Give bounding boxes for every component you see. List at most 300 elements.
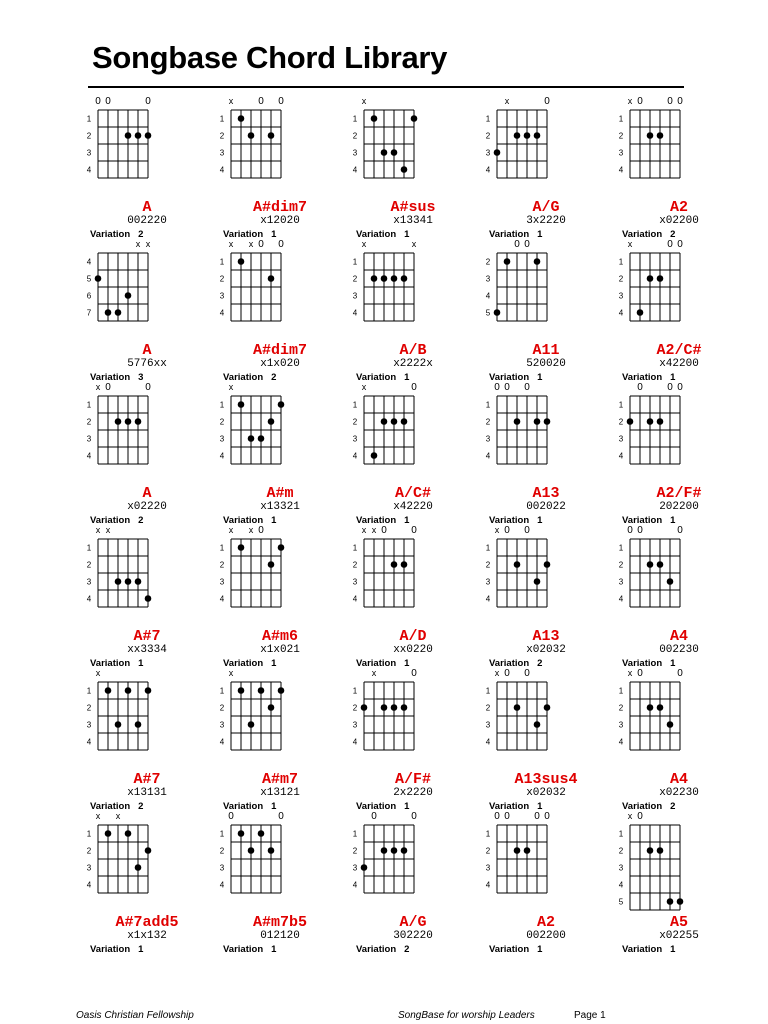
variation-label: Variation <box>489 658 530 669</box>
chord-diagram <box>80 94 214 240</box>
finger-dot <box>381 704 388 711</box>
open-string-marker: 0 <box>524 668 530 679</box>
finger-dot <box>381 149 388 156</box>
fret-number: 6 <box>86 291 92 301</box>
variation-number: 1 <box>138 658 144 669</box>
chord-name: A <box>142 342 152 359</box>
finger-dot <box>371 115 378 122</box>
fret-number: 3 <box>219 577 225 587</box>
open-string-marker: 0 <box>228 811 234 822</box>
fret-number: 4 <box>219 737 225 747</box>
finger-dot <box>657 704 664 711</box>
chord-diagram <box>80 237 214 383</box>
chord-fingering: 302220 <box>393 930 433 942</box>
fret-number: 2 <box>219 417 225 427</box>
footer-publication: SongBase for worship Leaders <box>398 1010 535 1021</box>
open-string-marker: 0 <box>105 382 111 393</box>
chord-diagram <box>612 237 746 383</box>
fretboard <box>612 380 746 484</box>
chord-diagram <box>213 380 347 526</box>
chord-name: A11 <box>532 342 560 359</box>
chord-diagram <box>479 94 613 240</box>
variation-label: Variation <box>622 801 663 812</box>
fret-number: 1 <box>86 400 92 410</box>
fret-number: 1 <box>618 114 624 124</box>
finger-dot <box>381 275 388 282</box>
fret-number: 4 <box>86 257 92 267</box>
variation-number: 1 <box>271 658 277 669</box>
chord-diagram <box>612 94 746 240</box>
variation-label: Variation <box>489 229 530 240</box>
fret-number: 4 <box>618 451 624 461</box>
open-string-marker: 0 <box>544 811 550 822</box>
variation-label: Variation <box>223 229 264 240</box>
page-title: Songbase Chord Library <box>92 40 448 75</box>
variation-number: 1 <box>670 372 676 383</box>
finger-dot <box>647 275 654 282</box>
fretboard <box>80 237 214 341</box>
variation-number: 1 <box>138 944 144 955</box>
open-string-marker: 0 <box>411 811 417 822</box>
finger-dot <box>524 847 531 854</box>
fret-number: 2 <box>485 846 491 856</box>
fret-number: 1 <box>219 686 225 696</box>
fret-number: 1 <box>618 686 624 696</box>
fret-number: 4 <box>352 165 358 175</box>
fret-number: 3 <box>618 720 624 730</box>
chord-diagram <box>80 380 214 526</box>
muted-string-marker: x <box>494 668 500 678</box>
open-string-marker: 0 <box>544 96 550 107</box>
finger-dot <box>258 830 265 837</box>
fret-number: 3 <box>219 434 225 444</box>
variation-label: Variation <box>622 515 663 526</box>
fret-number: 3 <box>618 863 624 873</box>
fretboard <box>479 809 613 913</box>
fret-number: 4 <box>485 594 491 604</box>
fretboard <box>346 523 480 627</box>
fret-number: 3 <box>618 148 624 158</box>
muted-string-marker: x <box>228 239 234 249</box>
fret-number: 2 <box>86 703 92 713</box>
chord-fingering: x13321 <box>260 501 300 513</box>
fret-number: 1 <box>352 543 358 553</box>
variation-label: Variation <box>356 801 397 812</box>
fret-number: 4 <box>219 308 225 318</box>
fret-number: 4 <box>485 737 491 747</box>
fret-number: 4 <box>219 165 225 175</box>
finger-dot <box>391 561 398 568</box>
chord-diagram <box>612 523 746 669</box>
muted-string-marker: x <box>228 668 234 678</box>
fret-number: 5 <box>618 897 624 907</box>
finger-dot <box>268 132 275 139</box>
finger-dot <box>401 275 408 282</box>
finger-dot <box>657 275 664 282</box>
fret-number: 2 <box>618 274 624 284</box>
fret-number: 2 <box>219 560 225 570</box>
fret-number: 4 <box>485 165 491 175</box>
fret-number: 4 <box>618 880 624 890</box>
fret-number: 2 <box>618 131 624 141</box>
chord-name: A13 <box>532 628 560 645</box>
variation-number: 2 <box>271 372 277 383</box>
finger-dot <box>258 435 265 442</box>
finger-dot <box>268 561 275 568</box>
variation-number: 2 <box>537 658 543 669</box>
finger-dot <box>494 149 501 156</box>
fret-number: 2 <box>352 846 358 856</box>
fret-number: 1 <box>485 400 491 410</box>
fret-number: 4 <box>86 594 92 604</box>
chord-diagram <box>346 380 480 526</box>
finger-dot <box>238 544 245 551</box>
chord-fingering: x02032 <box>526 787 566 799</box>
finger-dot <box>534 418 541 425</box>
fretboard <box>80 94 214 198</box>
muted-string-marker: x <box>361 96 367 106</box>
open-string-marker: 0 <box>637 811 643 822</box>
fret-number: 2 <box>86 131 92 141</box>
fret-number: 3 <box>86 720 92 730</box>
chord-diagram <box>346 94 480 240</box>
fret-number: 2 <box>219 703 225 713</box>
open-string-marker: 0 <box>524 525 530 536</box>
fret-number: 1 <box>485 686 491 696</box>
finger-dot <box>401 166 408 173</box>
chord-diagram <box>479 666 613 812</box>
muted-string-marker: x <box>361 382 367 392</box>
finger-dot <box>494 309 501 316</box>
fret-number: 2 <box>352 274 358 284</box>
chord-name: A#dim7 <box>252 199 307 216</box>
finger-dot <box>534 721 541 728</box>
fretboard <box>346 380 480 484</box>
chord-fingering: 002022 <box>526 501 566 513</box>
fretboard <box>213 237 347 341</box>
fret-number: 4 <box>86 451 92 461</box>
fretboard <box>479 94 613 198</box>
fret-number: 5 <box>485 308 491 318</box>
variation-label: Variation <box>90 515 131 526</box>
muted-string-marker: x <box>135 239 141 249</box>
fret-number: 2 <box>219 131 225 141</box>
finger-dot <box>524 132 531 139</box>
muted-string-marker: x <box>627 668 633 678</box>
finger-dot <box>258 687 265 694</box>
open-string-marker: 0 <box>278 239 284 250</box>
fretboard <box>346 237 480 341</box>
chord-fingering: x02032 <box>526 644 566 656</box>
finger-dot <box>125 292 132 299</box>
chord-name: A#m7 <box>261 771 298 788</box>
variation-number: 1 <box>670 944 676 955</box>
finger-dot <box>401 704 408 711</box>
finger-dot <box>105 830 112 837</box>
variation-number: 2 <box>138 515 144 526</box>
fret-number: 2 <box>485 417 491 427</box>
muted-string-marker: x <box>115 811 121 821</box>
chord-name: A/G <box>399 914 427 931</box>
fret-number: 1 <box>86 829 92 839</box>
fret-number: 5 <box>86 274 92 284</box>
open-string-marker: 0 <box>637 96 643 107</box>
fret-number: 2 <box>86 417 92 427</box>
chord-diagram <box>346 809 480 955</box>
fretboard <box>479 666 613 770</box>
finger-dot <box>534 578 541 585</box>
open-string-marker: 0 <box>494 382 500 393</box>
fretboard <box>479 523 613 627</box>
fret-number: 3 <box>485 274 491 284</box>
fret-number: 2 <box>86 846 92 856</box>
fret-number: 3 <box>485 148 491 158</box>
finger-dot <box>278 687 285 694</box>
finger-dot <box>145 847 152 854</box>
chord-diagram <box>80 523 214 669</box>
variation-label: Variation <box>223 801 264 812</box>
variation-number: 2 <box>138 229 144 240</box>
fretboard <box>213 666 347 770</box>
finger-dot <box>534 258 541 265</box>
finger-dot <box>627 418 634 425</box>
chord-name: A <box>142 485 152 502</box>
fretboard <box>80 809 214 913</box>
variation-number: 2 <box>404 944 410 955</box>
chord-fingering: x13121 <box>260 787 300 799</box>
finger-dot <box>125 132 132 139</box>
open-string-marker: 0 <box>514 239 520 250</box>
muted-string-marker: x <box>627 96 633 106</box>
fret-number: 1 <box>86 543 92 553</box>
chord-fingering: 012120 <box>260 930 300 942</box>
finger-dot <box>145 132 152 139</box>
muted-string-marker: x <box>228 96 234 106</box>
open-string-marker: 0 <box>534 811 540 822</box>
open-string-marker: 0 <box>524 382 530 393</box>
finger-dot <box>371 452 378 459</box>
open-string-marker: 0 <box>677 668 683 679</box>
variation-number: 1 <box>404 801 410 812</box>
variation-label: Variation <box>622 944 663 955</box>
finger-dot <box>268 847 275 854</box>
muted-string-marker: x <box>95 525 101 535</box>
chord-fingering: 2x2220 <box>393 787 433 799</box>
fret-number: 3 <box>618 291 624 301</box>
open-string-marker: 0 <box>258 96 264 107</box>
variation-label: Variation <box>223 372 264 383</box>
variation-number: 1 <box>670 658 676 669</box>
finger-dot <box>657 132 664 139</box>
open-string-marker: 0 <box>667 96 673 107</box>
chord-name: A#m <box>266 485 294 502</box>
variation-number: 1 <box>537 801 543 812</box>
muted-string-marker: x <box>95 668 101 678</box>
finger-dot <box>238 687 245 694</box>
fret-number: 1 <box>618 543 624 553</box>
open-string-marker: 0 <box>504 525 510 536</box>
chord-name: A13 <box>532 485 560 502</box>
finger-dot <box>381 847 388 854</box>
chord-name: A5 <box>669 914 688 931</box>
finger-dot <box>657 418 664 425</box>
chord-diagram <box>479 809 613 955</box>
chord-fingering: x1x021 <box>260 644 300 656</box>
open-string-marker: 0 <box>258 239 264 250</box>
variation-label: Variation <box>489 372 530 383</box>
finger-dot <box>105 687 112 694</box>
chord-fingering: x02255 <box>659 930 699 942</box>
muted-string-marker: x <box>95 382 101 392</box>
fret-number: 3 <box>618 577 624 587</box>
finger-dot <box>647 561 654 568</box>
finger-dot <box>647 132 654 139</box>
finger-dot <box>391 149 398 156</box>
finger-dot <box>238 258 245 265</box>
finger-dot <box>647 418 654 425</box>
finger-dot <box>145 687 152 694</box>
finger-dot <box>135 721 142 728</box>
fret-number: 2 <box>485 703 491 713</box>
variation-label: Variation <box>90 801 131 812</box>
muted-string-marker: x <box>361 239 367 249</box>
finger-dot <box>411 115 418 122</box>
fret-number: 4 <box>485 880 491 890</box>
open-string-marker: 0 <box>411 668 417 679</box>
finger-dot <box>95 275 102 282</box>
finger-dot <box>514 132 521 139</box>
fret-number: 1 <box>352 400 358 410</box>
fret-number: 2 <box>485 131 491 141</box>
fretboard <box>479 380 613 484</box>
finger-dot <box>381 418 388 425</box>
fret-number: 4 <box>618 308 624 318</box>
open-string-marker: 0 <box>411 525 417 536</box>
fret-number: 1 <box>618 400 624 410</box>
open-string-marker: 0 <box>278 96 284 107</box>
finger-dot <box>248 435 255 442</box>
finger-dot <box>361 704 368 711</box>
chord-variation <box>223 944 276 955</box>
muted-string-marker: x <box>627 239 633 249</box>
fret-number: 4 <box>86 737 92 747</box>
finger-dot <box>544 418 551 425</box>
finger-dot <box>268 418 275 425</box>
fret-number: 4 <box>352 308 358 318</box>
finger-dot <box>238 401 245 408</box>
chord-fingering: 202200 <box>659 501 699 513</box>
variation-label: Variation <box>622 372 663 383</box>
fret-number: 1 <box>219 543 225 553</box>
chord-fingering: xx0220 <box>393 644 433 656</box>
muted-string-marker: x <box>95 811 101 821</box>
fret-number: 3 <box>485 434 491 444</box>
fret-number: 3 <box>219 863 225 873</box>
fret-number: 2 <box>86 560 92 570</box>
footer-page-number: Page 1 <box>574 1010 606 1021</box>
finger-dot <box>125 830 132 837</box>
finger-dot <box>268 275 275 282</box>
chord-fingering: x13131 <box>127 787 167 799</box>
finger-dot <box>115 578 122 585</box>
variation-number: 1 <box>404 229 410 240</box>
chord-diagram <box>80 809 214 955</box>
finger-dot <box>238 115 245 122</box>
fretboard <box>612 237 746 341</box>
variation-label: Variation <box>489 515 530 526</box>
chord-fingering: x02200 <box>659 215 699 227</box>
fret-number: 3 <box>618 434 624 444</box>
variation-label: Variation <box>356 229 397 240</box>
fret-number: 1 <box>86 686 92 696</box>
chord-variation <box>356 944 409 955</box>
variation-number: 1 <box>404 515 410 526</box>
variation-label: Variation <box>223 944 264 955</box>
finger-dot <box>391 418 398 425</box>
fret-number: 1 <box>219 829 225 839</box>
fret-number: 4 <box>352 880 358 890</box>
fretboard <box>213 809 347 913</box>
fret-number: 3 <box>352 577 358 587</box>
variation-label: Variation <box>489 944 530 955</box>
fret-number: 2 <box>618 846 624 856</box>
variation-number: 1 <box>271 801 277 812</box>
fretboard <box>612 523 746 627</box>
fret-number: 4 <box>618 737 624 747</box>
chord-name: A#m7b5 <box>252 914 307 931</box>
finger-dot <box>278 401 285 408</box>
fret-number: 2 <box>485 257 491 267</box>
finger-dot <box>391 704 398 711</box>
chord-diagram <box>213 809 347 955</box>
finger-dot <box>135 578 142 585</box>
chord-name: A#m6 <box>261 628 298 645</box>
finger-dot <box>514 704 521 711</box>
fretboard <box>479 237 613 341</box>
finger-dot <box>125 687 132 694</box>
finger-dot <box>647 847 654 854</box>
chord-name: A/C# <box>394 485 431 502</box>
finger-dot <box>248 721 255 728</box>
fret-number: 1 <box>219 400 225 410</box>
fret-number: 1 <box>485 543 491 553</box>
chord-diagram <box>612 666 746 812</box>
fret-number: 3 <box>485 720 491 730</box>
finger-dot <box>534 132 541 139</box>
variation-number: 1 <box>271 515 277 526</box>
variation-number: 1 <box>537 372 543 383</box>
fret-number: 2 <box>485 560 491 570</box>
fret-number: 3 <box>352 720 358 730</box>
fret-number: 1 <box>219 257 225 267</box>
chord-diagram <box>213 666 347 812</box>
muted-string-marker: x <box>504 96 510 106</box>
chord-fingering: x42200 <box>659 358 699 370</box>
fret-number: 3 <box>86 148 92 158</box>
fret-number: 3 <box>352 863 358 873</box>
fret-number: 4 <box>352 737 358 747</box>
open-string-marker: 0 <box>677 382 683 393</box>
chord-fingering: x12020 <box>260 215 300 227</box>
open-string-marker: 0 <box>278 811 284 822</box>
chord-diagram <box>479 237 613 383</box>
fret-number: 1 <box>618 257 624 267</box>
finger-dot <box>278 544 285 551</box>
chord-diagram <box>479 380 613 526</box>
muted-string-marker: x <box>145 239 151 249</box>
finger-dot <box>514 561 521 568</box>
fret-number: 4 <box>219 594 225 604</box>
